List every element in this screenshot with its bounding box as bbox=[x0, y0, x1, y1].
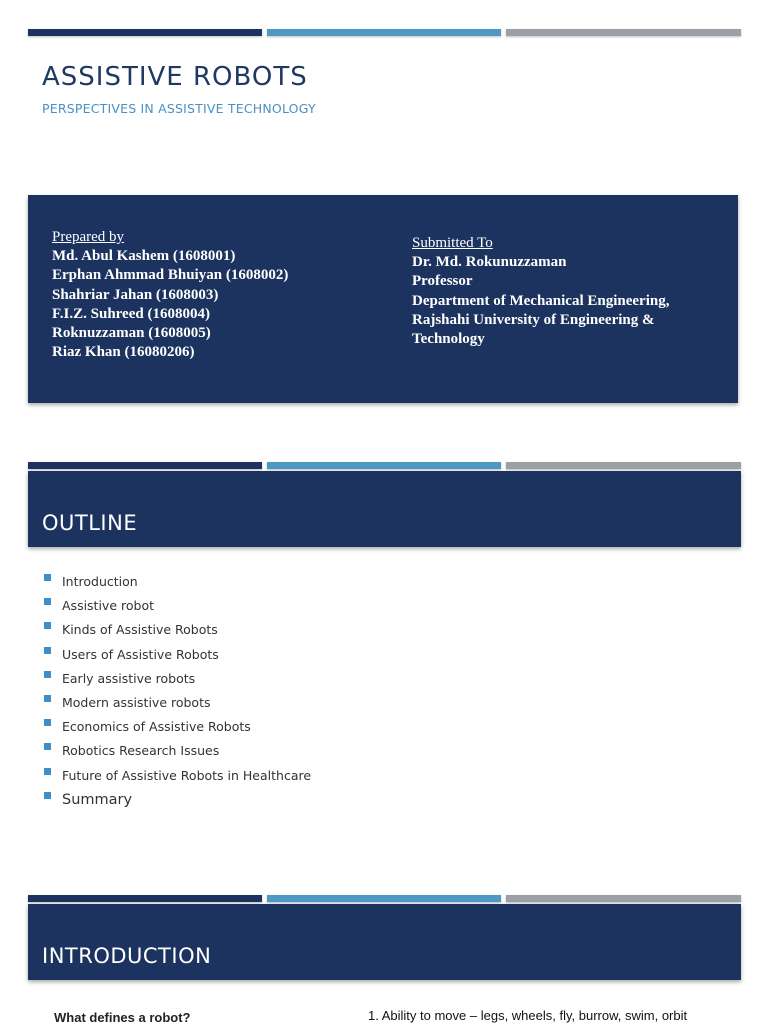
accent-bar-gray bbox=[506, 895, 741, 902]
list-item-label: Future of Assistive Robots in Healthcare bbox=[62, 767, 312, 783]
member-name: Md. Abul Kashem (1608001) bbox=[52, 248, 236, 265]
list-item bbox=[44, 790, 311, 814]
supervisor-line: Technology bbox=[412, 331, 485, 348]
list-item bbox=[44, 693, 311, 717]
introduction-title: INTRODUCTION bbox=[42, 944, 212, 968]
list-item-label: Economics of Assistive Robots bbox=[62, 719, 251, 735]
member-name: Shahriar Jahan (1608003) bbox=[52, 286, 219, 303]
list-item-label: Modern assistive robots bbox=[62, 694, 211, 710]
accent-bar-blue bbox=[267, 29, 501, 36]
list-item-label: Users of Assistive Robots bbox=[62, 646, 219, 662]
member-name: Roknuzzaman (1608005) bbox=[52, 325, 211, 342]
accent-bars bbox=[28, 462, 741, 469]
bullet-icon bbox=[44, 695, 51, 702]
prepared-by-block bbox=[52, 228, 288, 362]
list-item bbox=[44, 669, 311, 693]
slide-subtitle: PERSPECTIVES IN ASSISTIVE TECHNOLOGY bbox=[42, 101, 316, 116]
accent-bars bbox=[28, 29, 741, 36]
submitted-to-block bbox=[412, 234, 669, 349]
list-item-label: Kinds of Assistive Robots bbox=[62, 622, 218, 638]
accent-bar-navy bbox=[28, 29, 262, 36]
bullet-icon bbox=[44, 598, 51, 605]
list-item-label: Robotics Research Issues bbox=[62, 743, 220, 759]
introduction-header bbox=[28, 904, 741, 980]
list-item bbox=[44, 572, 311, 596]
intro-answer: 1. Ability to move – legs, wheels, fly, burrow, swim, orbit bbox=[368, 1008, 688, 1023]
member-name: Erphan Ahmmad Bhuiyan (1608002) bbox=[52, 267, 289, 284]
accent-bar-blue bbox=[267, 462, 501, 469]
accent-bar-gray bbox=[506, 29, 741, 36]
bullet-icon bbox=[44, 792, 51, 799]
supervisor-line: Professor bbox=[412, 273, 473, 290]
outline-header bbox=[28, 471, 741, 547]
outline-list bbox=[44, 572, 311, 814]
supervisor-line: Dr. Md. Rokunuzzaman bbox=[412, 254, 567, 271]
list-item-label: Summary bbox=[62, 791, 133, 808]
list-item bbox=[44, 596, 311, 620]
supervisor-line: Department of Mechanical Engineering, bbox=[412, 292, 670, 309]
bullet-icon bbox=[44, 647, 51, 654]
bullet-icon bbox=[44, 719, 51, 726]
list-item-label: Introduction bbox=[62, 574, 138, 589]
list-item bbox=[44, 620, 311, 644]
member-name: Riaz Khan (16080206) bbox=[52, 344, 195, 361]
list-item bbox=[44, 645, 311, 669]
list-item bbox=[44, 766, 311, 790]
list-item bbox=[44, 741, 311, 765]
bullet-icon bbox=[44, 743, 51, 750]
outline-title: OUTLINE bbox=[42, 511, 138, 535]
intro-question: What defines a robot? bbox=[54, 1010, 191, 1025]
bullet-icon bbox=[44, 622, 51, 629]
list-item-label: Assistive robot bbox=[62, 598, 154, 614]
credits-panel bbox=[28, 195, 738, 403]
member-name: F.I.Z. Suhreed (1608004) bbox=[52, 305, 210, 322]
accent-bar-navy bbox=[28, 895, 262, 902]
bullet-icon bbox=[44, 768, 51, 775]
bullet-icon bbox=[44, 671, 51, 678]
supervisor-line: Rajshahi University of Engineering & bbox=[412, 311, 655, 328]
prepared-by-heading: Prepared by bbox=[52, 229, 125, 245]
accent-bar-blue bbox=[267, 895, 501, 902]
slide-title: ASSISTIVE ROBOTS bbox=[42, 62, 308, 92]
list-item-label: Early assistive robots bbox=[62, 670, 196, 686]
list-item bbox=[44, 717, 311, 741]
accent-bar-gray bbox=[506, 462, 741, 469]
accent-bar-navy bbox=[28, 462, 262, 469]
bullet-icon bbox=[44, 574, 51, 581]
submitted-to-heading: Submitted To bbox=[412, 235, 493, 251]
accent-bars bbox=[28, 895, 741, 902]
